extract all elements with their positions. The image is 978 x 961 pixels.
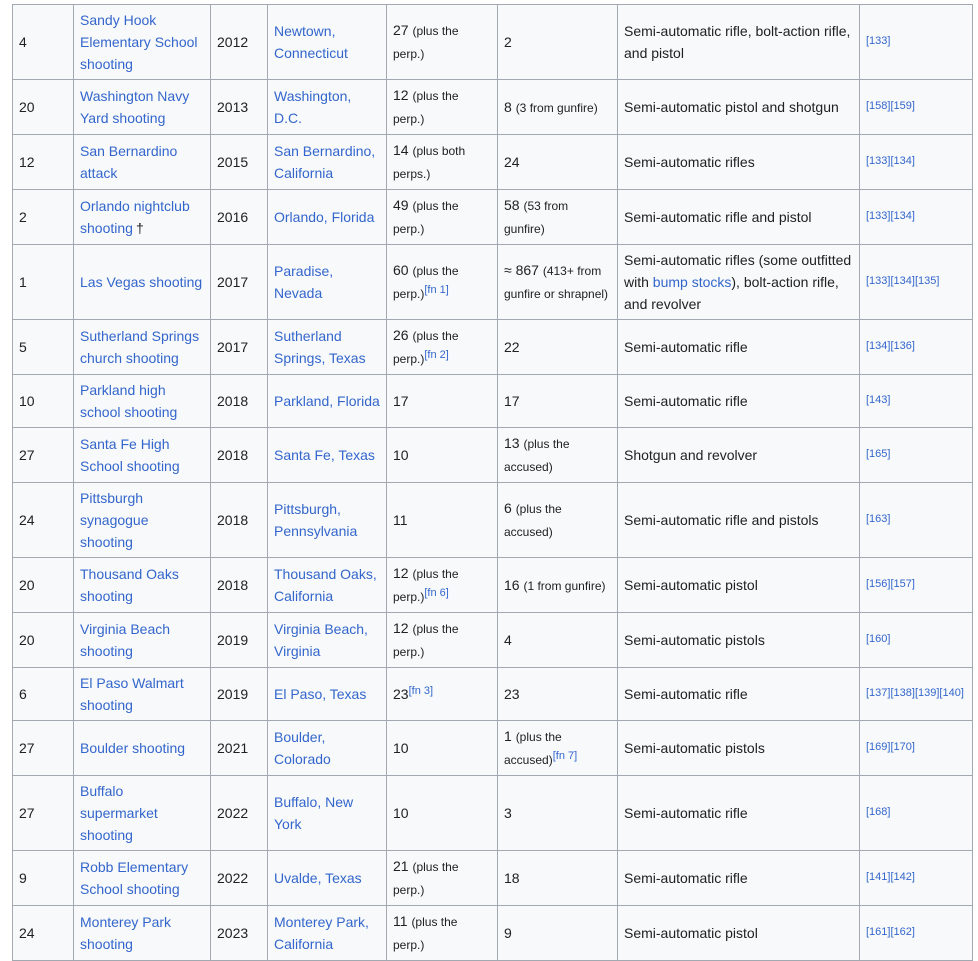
location-link[interactable]: Paradise, Nevada — [274, 263, 334, 301]
rank-cell: 1 — [13, 245, 74, 320]
injured-cell — [498, 375, 618, 428]
weapons-text: Semi-automatic pistols — [624, 740, 765, 756]
year-cell: 2022 — [211, 851, 268, 906]
rank-cell: 24 — [13, 483, 74, 558]
injured-cell — [498, 135, 618, 190]
deaths-value: 12 — [393, 565, 409, 581]
location-cell — [268, 776, 387, 851]
weapons-text: Semi-automatic rifle and pistol — [624, 209, 812, 225]
incident-link[interactable]: El Paso Walmart shooting — [80, 675, 184, 713]
injured-cell — [498, 80, 618, 135]
year-cell: 2016 — [211, 190, 268, 245]
injured-cell — [498, 245, 618, 320]
incident-cell — [74, 135, 211, 190]
weapons-cell — [618, 776, 860, 851]
references-cell — [860, 5, 973, 80]
injured-value: 4 — [504, 632, 512, 648]
deaths-note: (plus the perp.) — [393, 567, 459, 604]
location-link[interactable]: Newtown, Connecticut — [274, 23, 348, 61]
injured-value: 6 — [504, 500, 512, 516]
injured-cell — [498, 776, 618, 851]
references-cell — [860, 135, 973, 190]
injured-cell — [498, 483, 618, 558]
location-link[interactable]: Boulder, Colorado — [274, 729, 331, 767]
location-link[interactable]: Virginia Beach, Virginia — [274, 621, 368, 659]
deaths-footnote[interactable]: [fn 3] — [408, 685, 434, 697]
references-cell — [860, 428, 973, 483]
weapons-text-after: ), bolt-action rifle, and revolver — [624, 274, 839, 312]
incident-link[interactable]: Thousand Oaks shooting — [80, 566, 179, 604]
table-row — [13, 851, 973, 906]
incident-cell — [74, 375, 211, 428]
table-row — [13, 135, 973, 190]
deaths-value: 26 — [393, 327, 409, 343]
weapons-cell — [618, 428, 860, 483]
reference-link[interactable]: [170] — [890, 741, 915, 753]
injured-value: 23 — [504, 686, 520, 702]
references-cell — [860, 320, 973, 375]
reference-link[interactable]: [137] — [866, 687, 891, 699]
injured-cell — [498, 668, 618, 721]
reference-link[interactable]: [142] — [890, 871, 915, 883]
injured-value: 3 — [504, 805, 512, 821]
injured-note: (413+ from gunfire or shrapnel) — [504, 264, 609, 301]
injured-cell — [498, 320, 618, 375]
deaths-cell — [387, 80, 498, 135]
deaths-value: 49 — [393, 197, 409, 213]
incident-link[interactable]: Orlando nightclub shooting — [80, 198, 190, 236]
injured-note: (53 from gunfire) — [504, 199, 569, 236]
location-cell — [268, 721, 387, 776]
incident-cell — [74, 320, 211, 375]
deaths-cell — [387, 320, 498, 375]
weapons-text: Semi-automatic pistols — [624, 632, 765, 648]
incident-cell — [74, 776, 211, 851]
reference-link[interactable]: [160] — [866, 633, 891, 645]
incident-cell — [74, 5, 211, 80]
deaths-note: (plus the perp.) — [393, 329, 459, 366]
injured-note: (plus the accused) — [504, 730, 562, 767]
weapons-cell — [618, 80, 860, 135]
injured-value: 17 — [504, 393, 520, 409]
reference-link[interactable]: [135] — [914, 275, 940, 287]
injured-cell — [498, 5, 618, 80]
reference-link[interactable]: [133] — [866, 210, 891, 222]
references-cell — [860, 483, 973, 558]
deaths-value: 14 — [393, 142, 409, 158]
deaths-value: 10 — [393, 805, 409, 821]
deaths-cell — [387, 428, 498, 483]
weapons-text: Semi-automatic pistol — [624, 577, 758, 593]
deaths-cell — [387, 906, 498, 961]
reference-link[interactable]: [140] — [939, 687, 964, 699]
location-cell — [268, 668, 387, 721]
deaths-cell — [387, 668, 498, 721]
deaths-cell — [387, 721, 498, 776]
deaths-note: (plus the perp.) — [393, 915, 458, 952]
injured-value: 1 — [504, 728, 512, 744]
weapons-cell — [618, 906, 860, 961]
table-row — [13, 245, 973, 320]
year-cell: 2018 — [211, 483, 268, 558]
weapons-text: Semi-automatic rifle — [624, 805, 748, 821]
year-cell: 2018 — [211, 375, 268, 428]
rank-cell: 12 — [13, 135, 74, 190]
weapons-cell — [618, 558, 860, 613]
deaths-cell — [387, 776, 498, 851]
table-row — [13, 668, 973, 721]
rank-cell: 6 — [13, 668, 74, 721]
location-cell — [268, 80, 387, 135]
year-cell: 2013 — [211, 80, 268, 135]
table-row — [13, 80, 973, 135]
deaths-cell — [387, 190, 498, 245]
location-link[interactable]: Buffalo, New York — [274, 794, 354, 832]
reference-link[interactable]: [136] — [890, 340, 915, 352]
mass-shootings-table — [12, 4, 973, 961]
incident-link[interactable]: Pittsburgh synagogue shooting — [80, 490, 149, 550]
injured-cell — [498, 428, 618, 483]
incident-cell — [74, 558, 211, 613]
location-cell — [268, 190, 387, 245]
incident-link[interactable]: Washington Navy Yard shooting — [80, 88, 190, 126]
table-row — [13, 776, 973, 851]
references-cell — [860, 375, 973, 428]
injured-cell — [498, 613, 618, 668]
injured-note: (plus the accused) — [504, 502, 562, 539]
table-row — [13, 721, 973, 776]
rank-cell: 20 — [13, 80, 74, 135]
incident-cell — [74, 245, 211, 320]
deaths-cell — [387, 613, 498, 668]
location-cell — [268, 5, 387, 80]
injured-value: 16 — [504, 576, 520, 593]
table-row — [13, 375, 973, 428]
reference-link[interactable]: [156] — [866, 578, 891, 590]
injured-cell — [498, 721, 618, 776]
rank-cell: 9 — [13, 851, 74, 906]
references-cell — [860, 906, 973, 961]
weapons-link[interactable]: bump stocks — [652, 274, 732, 290]
weapons-cell — [618, 320, 860, 375]
rank-cell: 10 — [13, 375, 74, 428]
rank-cell: 27 — [13, 428, 74, 483]
injured-value: 13 — [504, 435, 520, 451]
deaths-cell — [387, 245, 498, 320]
references-cell — [860, 613, 973, 668]
reference-link[interactable]: [162] — [890, 926, 915, 938]
injured-value: 2 — [504, 34, 512, 50]
deaths-footnote[interactable]: [fn 1] — [424, 284, 449, 296]
references-cell — [860, 558, 973, 613]
deaths-cell — [387, 375, 498, 428]
deaths-value: 12 — [393, 87, 409, 103]
references-cell — [860, 721, 973, 776]
dagger-mark: † — [135, 220, 144, 236]
injured-value: 9 — [504, 925, 512, 941]
incident-cell — [74, 668, 211, 721]
weapons-text: Semi-automatic rifle — [624, 686, 748, 702]
location-link[interactable]: El Paso, Texas — [274, 686, 367, 702]
rank-cell: 5 — [13, 320, 74, 375]
incident-link[interactable]: Monterey Park shooting — [80, 914, 172, 952]
location-cell — [268, 558, 387, 613]
reference-link[interactable]: [134] — [890, 210, 915, 222]
location-link[interactable]: Uvalde, Texas — [274, 870, 362, 886]
year-cell: 2018 — [211, 558, 268, 613]
weapons-cell — [618, 245, 860, 320]
deaths-value: 27 — [393, 22, 409, 38]
table-row — [13, 558, 973, 613]
deaths-value: 23 — [393, 686, 409, 702]
weapons-text: Semi-automatic rifle, bolt-action rifle, and pistol — [624, 23, 851, 61]
incident-cell — [74, 851, 211, 906]
reference-link[interactable]: [161] — [866, 926, 891, 938]
references-cell — [860, 668, 973, 721]
deaths-cell — [387, 5, 498, 80]
rank-cell: 27 — [13, 776, 74, 851]
year-cell: 2018 — [211, 428, 268, 483]
reference-link[interactable]: [168] — [866, 806, 891, 818]
year-cell: 2017 — [211, 320, 268, 375]
table-row — [13, 320, 973, 375]
location-link[interactable]: Orlando, Florida — [274, 209, 375, 225]
incident-link[interactable]: Virginia Beach shooting — [80, 621, 171, 659]
location-cell — [268, 483, 387, 558]
incident-cell — [74, 190, 211, 245]
deaths-cell — [387, 135, 498, 190]
incident-link[interactable]: Parkland high school shooting — [80, 382, 178, 420]
reference-link[interactable]: [165] — [866, 448, 891, 460]
weapons-text: Semi-automatic rifle and pistols — [624, 512, 819, 528]
rank-cell: 24 — [13, 906, 74, 961]
injured-value: 22 — [504, 339, 520, 355]
year-cell: 2019 — [211, 668, 268, 721]
references-cell — [860, 851, 973, 906]
table-row — [13, 906, 973, 961]
references-cell — [860, 190, 973, 245]
injured-value: 8 — [504, 98, 512, 115]
references-cell — [860, 245, 973, 320]
reference-link[interactable]: [133] — [866, 275, 891, 287]
references-cell — [860, 80, 973, 135]
incident-link[interactable]: Sandy Hook Elementary School shooting — [80, 12, 198, 72]
incident-cell — [74, 721, 211, 776]
location-cell — [268, 135, 387, 190]
weapons-text: Semi-automatic rifles (some outfitted with — [624, 252, 852, 290]
deaths-cell — [387, 851, 498, 906]
location-link[interactable]: Sutherland Springs, Texas — [274, 328, 366, 366]
deaths-note: (plus the perp.) — [393, 860, 459, 897]
location-link[interactable]: Pittsburgh, Pennsylvania — [274, 501, 358, 539]
reference-link[interactable]: [141] — [866, 871, 891, 883]
weapons-cell — [618, 613, 860, 668]
year-cell: 2017 — [211, 245, 268, 320]
location-link[interactable]: Monterey Park, California — [274, 914, 369, 952]
reference-link[interactable]: [159] — [890, 100, 915, 112]
year-cell: 2021 — [211, 721, 268, 776]
injured-value: 58 — [504, 197, 520, 213]
location-link[interactable]: Parkland, Florida — [274, 393, 380, 409]
incident-cell — [74, 428, 211, 483]
weapons-cell — [618, 668, 860, 721]
deaths-footnote[interactable]: [fn 6] — [424, 587, 449, 599]
location-cell — [268, 245, 387, 320]
location-link[interactable]: Thousand Oaks, California — [274, 566, 377, 604]
reference-link[interactable]: [134] — [890, 275, 915, 287]
year-cell: 2022 — [211, 776, 268, 851]
table-row — [13, 190, 973, 245]
deaths-value: 11 — [393, 512, 408, 528]
weapons-text: Semi-automatic pistol and shotgun — [624, 99, 839, 115]
incident-link[interactable]: Sutherland Springs church shooting — [80, 328, 200, 366]
reference-link[interactable]: [163] — [866, 513, 891, 525]
location-cell — [268, 906, 387, 961]
references-cell — [860, 776, 973, 851]
deaths-note: (plus the perp.) — [393, 24, 459, 61]
deaths-note: (plus the perp.) — [393, 264, 459, 301]
incident-cell — [74, 80, 211, 135]
location-cell — [268, 375, 387, 428]
deaths-value: 17 — [393, 393, 409, 409]
injured-note: (3 from gunfire) — [515, 100, 598, 115]
year-cell: 2019 — [211, 613, 268, 668]
weapons-text: Semi-automatic pistol — [624, 925, 758, 941]
injured-cell — [498, 906, 618, 961]
injured-cell — [498, 851, 618, 906]
deaths-note: (plus both perps.) — [393, 144, 466, 181]
incident-cell — [74, 613, 211, 668]
incident-link[interactable]: Boulder shooting — [80, 740, 186, 756]
deaths-value: 60 — [393, 262, 409, 278]
weapons-text: Shotgun and revolver — [624, 447, 758, 463]
reference-link[interactable]: [134] — [890, 155, 915, 167]
location-cell — [268, 320, 387, 375]
reference-link[interactable]: [158] — [866, 100, 891, 112]
incident-link[interactable]: Buffalo supermarket shooting — [80, 783, 158, 843]
table-row — [13, 5, 973, 80]
rank-cell: 20 — [13, 558, 74, 613]
incident-cell — [74, 906, 211, 961]
deaths-value: 11 — [393, 913, 408, 929]
incident-link[interactable]: San Bernardino attack — [80, 143, 178, 181]
injured-value: 24 — [504, 154, 520, 170]
deaths-cell — [387, 558, 498, 613]
deaths-value: 10 — [393, 447, 409, 463]
weapons-cell — [618, 483, 860, 558]
weapons-text: Semi-automatic rifle — [624, 393, 748, 409]
location-cell — [268, 851, 387, 906]
incident-link[interactable]: Robb Elementary School shooting — [80, 859, 189, 897]
weapons-cell — [618, 190, 860, 245]
injured-note: (plus the accused) — [504, 437, 570, 474]
table-row — [13, 613, 973, 668]
year-cell: 2023 — [211, 906, 268, 961]
rank-cell: 20 — [13, 613, 74, 668]
location-link[interactable]: Santa Fe, Texas — [274, 447, 375, 463]
reference-link[interactable]: [133] — [866, 155, 891, 167]
deaths-footnote[interactable]: [fn 2] — [424, 349, 449, 361]
incident-link[interactable]: Santa Fe High School shooting — [80, 436, 180, 474]
injured-value: 18 — [504, 870, 520, 886]
reference-link[interactable]: [143] — [866, 394, 891, 406]
reference-link[interactable]: [169] — [866, 741, 891, 753]
year-cell: 2012 — [211, 5, 268, 80]
reference-link[interactable]: [138] — [890, 687, 915, 699]
incident-cell — [74, 483, 211, 558]
location-cell — [268, 428, 387, 483]
deaths-value: 21 — [393, 858, 409, 874]
injured-cell — [498, 190, 618, 245]
table-body — [13, 5, 973, 961]
location-link[interactable]: Washington, D.C. — [274, 88, 352, 126]
deaths-note: (plus the perp.) — [393, 199, 459, 236]
deaths-note: (plus the perp.) — [393, 622, 459, 659]
approx-sign: ≈ — [504, 262, 512, 278]
location-cell — [268, 613, 387, 668]
weapons-cell — [618, 5, 860, 80]
weapons-cell — [618, 135, 860, 190]
table-row — [13, 483, 973, 558]
rank-cell: 27 — [13, 721, 74, 776]
reference-link[interactable]: [134] — [866, 340, 891, 352]
reference-link[interactable]: [157] — [890, 578, 915, 590]
injured-note: (1 from gunfire) — [523, 578, 606, 593]
weapons-text: Semi-automatic rifle — [624, 339, 748, 355]
injured-value: 867 — [515, 262, 539, 278]
weapons-text: Semi-automatic rifle — [624, 870, 748, 886]
table-row — [13, 428, 973, 483]
weapons-cell — [618, 375, 860, 428]
deaths-cell — [387, 483, 498, 558]
incident-link[interactable]: Las Vegas shooting — [80, 274, 203, 290]
weapons-cell — [618, 851, 860, 906]
deaths-value: 10 — [393, 740, 409, 756]
deaths-value: 12 — [393, 620, 409, 636]
weapons-cell — [618, 721, 860, 776]
rank-cell: 2 — [13, 190, 74, 245]
reference-link[interactable]: [133] — [866, 35, 891, 47]
injured-footnote[interactable]: [fn 7] — [552, 750, 578, 762]
reference-link[interactable]: [139] — [914, 687, 940, 699]
deaths-note: (plus the perp.) — [393, 89, 459, 126]
location-link[interactable]: San Bernardino, California — [274, 143, 376, 181]
rank-cell: 4 — [13, 5, 74, 80]
weapons-text: Semi-automatic rifles — [624, 154, 755, 170]
year-cell: 2015 — [211, 135, 268, 190]
injured-cell — [498, 558, 618, 613]
